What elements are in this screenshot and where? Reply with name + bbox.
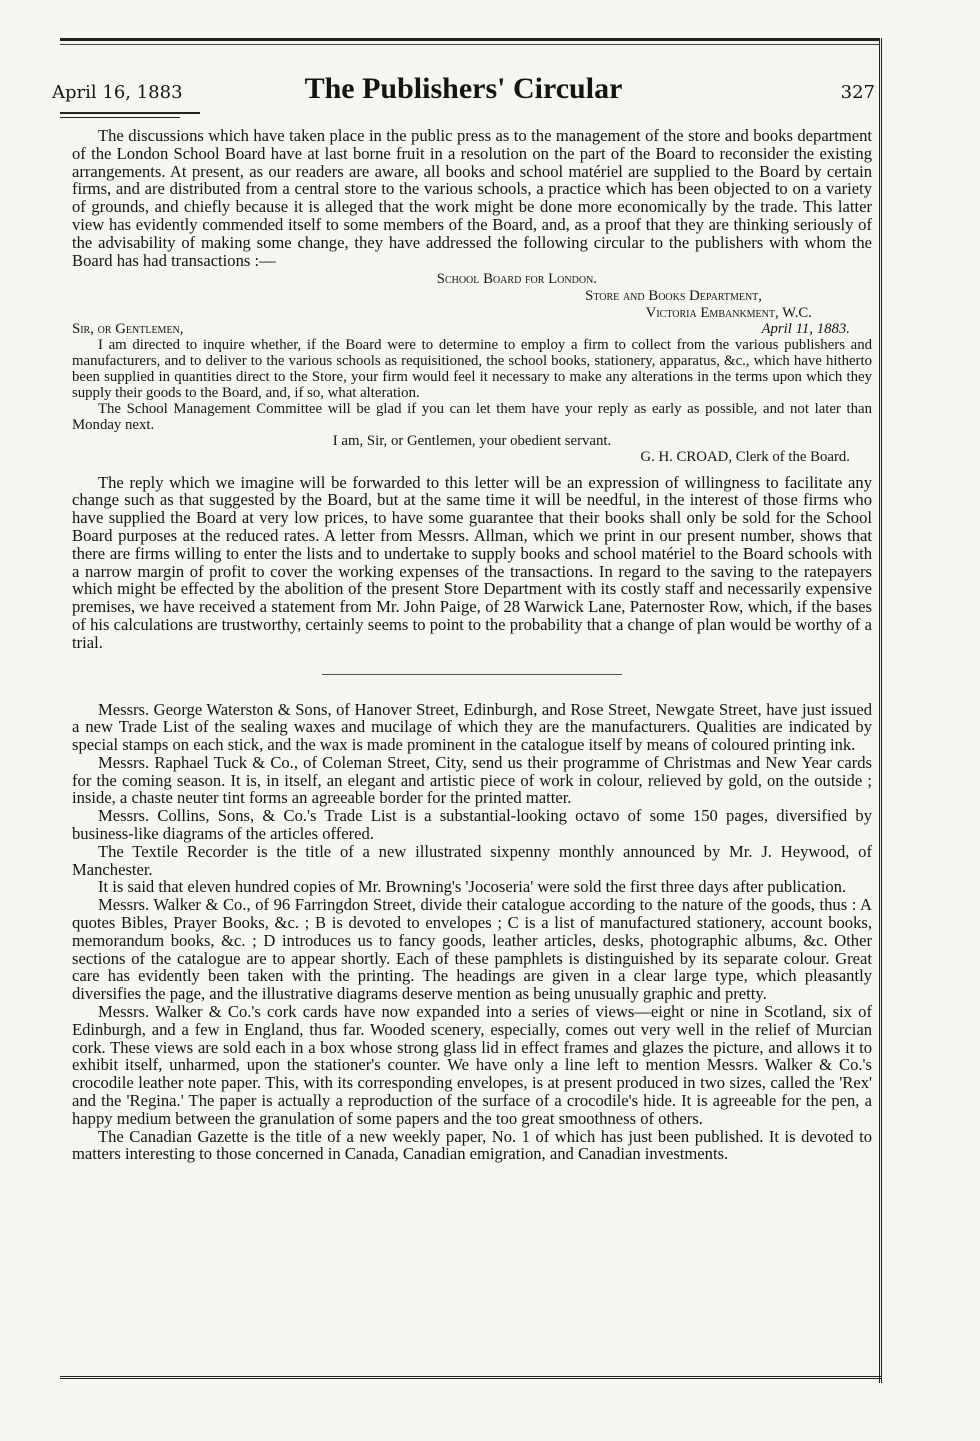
note-walker-cork-cards: Messrs. Walker & Co.'s cork cards have now expanded into a series of views—eight or nine in Scotland, six of Edinburgh, and a few in England, thus far. Wooded scenery, especially, comes out very well in the relief of Murcian cork. These views are sold each in a box whose strong glass lid in effect frames and glazes the picture, and allows it to exhibit itself, unharmed, upon the stationer's counter. We have only a line left to mention Messrs. Walker & Co.'s crocodile leather note paper. This, with its corresponding envelopes, is at present produced in two sizes, called the 'Rex' and the 'Regina.' The paper is actually a reproduction of the surface of a crocodile's hide. It is agreeable for the pen, a happy medium between the granulation of some papers and the too great smoothness of others.: [72, 1002, 872, 1128]
section-divider: [322, 674, 622, 675]
note-waterston: Messrs. George Waterston & Sons, of Hanover Street, Edinburgh, and Rose Street, Newgate Street, have just issued a new Trade List of the sealing waxes and mucilage of which they are the manufacturers. Qualities are indicated by special stamps on each stick, and the wax is made prominent in the catalogue itself by means of coloured printing ink.: [72, 699, 872, 755]
running-header: [52, 72, 875, 108]
note-canadian-gazette: The Canadian Gazette is the title of a new weekly paper, No. 1 of which has just been published. It is devoted to matters interesting to those concerned in Canada, Canadian emigration, and Canadian investments.: [72, 1126, 872, 1164]
header-rule: [60, 112, 200, 114]
letter-salutation: Sir, or Gentlemen,: [72, 321, 184, 338]
letter-date: April 11, 1883.: [761, 321, 850, 338]
note-tuck: Messrs. Raphael Tuck & Co., of Coleman Street, City, send us their programme of Christmas and New Year cards for the coming season. It is, in itself, an elegant and artistic piece of work in colour, relieved by gold, on the outside ; inside, a chaste neuter tint forms an agreeable border for the printed matter.: [72, 752, 872, 808]
right-border-rule: [879, 38, 882, 1383]
letter-paragraph-2: The School Management Committee will be glad if you can let them have your reply as early as possible, and not later than Monday next.: [72, 400, 872, 433]
bottom-rule: [60, 1376, 882, 1379]
letter-paragraph-1: I am directed to inquire whether, if the Board were to determine to employ a firm to collect from the various publishers and manufacturers, and to deliver to the various schools as requisitioned, the school books, stationery, apparatus, &c., which have hitherto been supplied in quantities direct to the Store, your firm would feel it necessary to make any alterations in the terms upon which they supply their goods to the Board, and, if so, what alteration.: [72, 337, 872, 401]
top-rule-thin: [60, 44, 880, 45]
note-browning: It is said that eleven hundred copies of Mr. Browning's 'Jocoseria' were sold the first three days after publication.: [98, 877, 847, 897]
letter-address-line2: Store and Books Department,: [585, 288, 762, 305]
letter-address-line1: School Board for London.: [436, 271, 597, 288]
note-collins: Messrs. Collins, Sons, & Co.'s Trade List is a substantial-looking octavo of some 150 pages, diversified by business-like diagrams of the articles offered.: [72, 806, 872, 844]
school-board-letter: [72, 271, 872, 465]
letter-salutation-row: [72, 322, 872, 338]
header-date: April 16, 1883: [52, 82, 183, 103]
note-textile-recorder: The Textile Recorder is the title of a new illustrated sixpenny monthly announced by Mr. J. Heywood, of Manchester.: [72, 841, 872, 879]
article-reply: The reply which we imagine will be forwarded to this letter will be an expression of willingness to facilitate any change such as that suggested by the Board, but at the same time it will be needful, in the interest of those firms who have supplied the Board at very low prices, to have some guarantee that their books shall only be sold for the School Board purposes at the reduced rates. A letter from Messrs. Allman, which we print in our present number, shows that there are firms willing to enter the lists and to undertake to supply books and school matériel to the Board schools with a narrow margin of profit to cover the working expenses of the transactions. In regard to the saving to the ratepayers which might be effected by the abolition of the present Store Department with its costly staff and necessarily expensive premises, we have received a statement from Mr. John Paige, of 28 Warwick Lane, Paternoster Row, which, if the bases of his calculations are trustworthy, certainly seems to point to the probability that a change of plan would be worthy of a trial.: [72, 472, 872, 652]
trade-notes: [72, 701, 872, 1164]
article-body: [72, 127, 872, 1163]
article-intro: The discussions which have taken place in the public press as to the management of the store and books department of the London School Board have at last borne fruit in a resolution on the part of the Board to reconsider the existing arrangements. At present, as our readers are aware, all books and school matériel are supplied to the Board by certain firms, and are distributed from a central store to the various schools, a practice which has been objected to on a variety of grounds, and chiefly because it is alleged that the work might be done more economically by the trade. This latter view has evidently commended itself to some members of the Board, and, as a proof that they are thinking seriously of the advisability of making some change, they have addressed the following circular to the publishers with whom the Board has had transactions :—: [72, 126, 872, 270]
top-rule: [60, 38, 880, 41]
header-rule-thin: [60, 117, 180, 118]
note-walker-catalogue: Messrs. Walker & Co., of 96 Farringdon Street, divide their catalogue according to the nature of the goods, thus : A quotes Bibles, Prayer Books, &c. ; B is devoted to envelopes ; C is a list of manufactured stationery, account books, memorandum books, &c. ; D introduces us to fancy goods, leather articles, desks, photographic albums, &c. Other sections of the catalogue are to appear shortly. Each of these pamphlets is distinguished by its separate colour. Great care has evidently been taken with the printing. The headings are given in a clear large type, which pleasantly diversifies the page, and the illustrative diagrams deserve mention as being unusually graphic and pretty.: [72, 895, 872, 1004]
letter-signature: G. H. CROAD, Clerk of the Board.: [640, 448, 850, 465]
publication-title: The Publishers' Circular: [304, 72, 623, 105]
page-number: 327: [840, 82, 875, 103]
letter-closing: I am, Sir, or Gentlemen, your obedient servant.: [332, 432, 612, 449]
letter-address-line3: Victoria Embankment, W.C.: [645, 305, 812, 322]
